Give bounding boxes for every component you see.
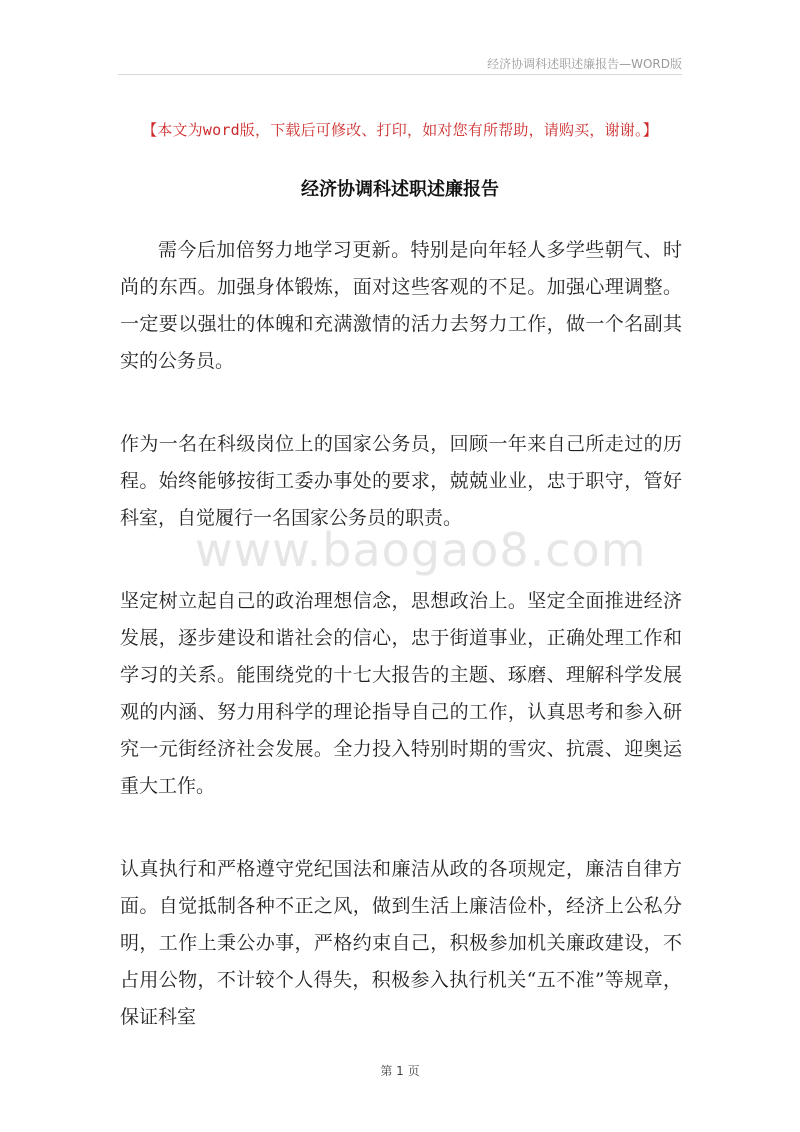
paragraph: 作为一名在科级岗位上的国家公务员，回顾一年来自己所走过的历程。始终能够按街工委办事处的要求，兢兢业业，忠于职守，管好科室，自觉履行一名国家公务员的职责。 [120, 433, 682, 529]
purchase-notice: 【本文为word版，下载后可修改、打印，如对您有所帮助，请购买，谢谢。】 [142, 121, 658, 139]
paragraph: 需今后加倍努力地学习更新。特别是向年轻人多学些朝气、时尚的东西。加强身体锻炼，面对这些客观的不足。加强心理调整。一定要以强壮的体魄和充满激情的活力去努力工作，做一个名副其实的公务员。 [120, 239, 682, 372]
document-title: 经济协调科述职述廉报告 [301, 179, 499, 200]
paragraph: 认真执行和严格遵守党纪国法和廉洁从政的各项规定，廉洁自律方面。自觉抵制各种不正之风，做到生活上廉洁俭朴，经济上公私分明，工作上秉公办事，严格约束自己，积极参加机关廉政建设，不占用公物，不计较个人得失，积极参入执行机关“五不准”等规章，保证科室 [120, 858, 682, 1028]
document-body [120, 232, 682, 1082]
header-divider [118, 74, 682, 75]
watermark: www.baogao8.com [195, 523, 647, 577]
page-number: 第 1 页 [380, 1064, 420, 1078]
paragraph: 坚定树立起自己的政治理想信念，思想政治上。坚定全面推进经济发展，逐步建设和谐社会的信心，忠于街道事业，正确处理工作和学习的关系。能围绕党的十七大报告的主题、琢磨、理解科学发展观的内涵、努力用科学的理论指导自己的工作，认真思考和参入研究一元街经济社会发展。全力投入特别时期的雪灾、抗震、迎奥运重大工作。 [120, 590, 682, 797]
running-header: 经济协调科述职述廉报告—WORD版 [487, 57, 682, 71]
